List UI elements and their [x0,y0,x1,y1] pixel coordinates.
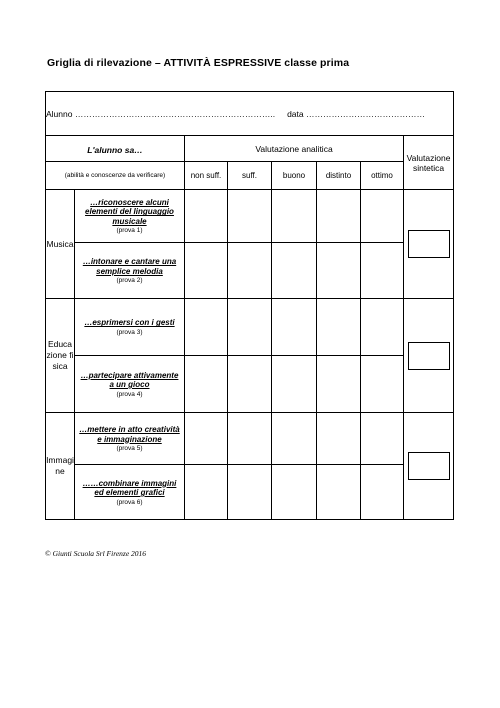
score-cell[interactable] [228,243,272,299]
level-suff: suff. [228,162,272,190]
score-cell[interactable] [317,356,361,413]
valutazione-sintetica-header: Valutazione sintetica [404,136,454,190]
subject-educazione-fisica: Educazione fisica [46,299,75,413]
level-non-suff: non suff. [185,162,228,190]
item-cell [75,465,185,520]
lalunno-header [46,136,185,162]
abilita-label: (abilità e conoscenze da verificare) [46,162,185,190]
score-cell[interactable] [272,243,317,299]
alunno-field[interactable]: Alunno …………………………………………………………….. [46,108,276,119]
score-cell[interactable] [272,413,317,465]
synthetic-cell [404,413,454,520]
header-row-2 [46,162,454,190]
score-cell[interactable] [185,465,228,520]
date-field[interactable]: data …………………………………… [287,108,425,119]
score-cell[interactable] [272,190,317,243]
item-prova: (prova 3) [116,328,143,336]
item-prova: (prova 4) [116,390,143,398]
table-row [46,465,454,520]
score-cell[interactable] [228,356,272,413]
score-cell[interactable] [185,356,228,413]
student-info-cell [46,92,454,136]
item-prova: (prova 5) [116,445,143,452]
item-cell [75,299,185,356]
score-cell[interactable] [317,243,361,299]
score-cell[interactable] [185,243,228,299]
score-cell[interactable] [317,465,361,520]
page-title: Griglia di rilevazione – ATTIVITÀ ESPRESSIVE classe prima [47,57,350,69]
score-cell[interactable] [317,190,361,243]
item-cell [75,356,185,413]
level-ottimo: ottimo [361,162,404,190]
score-cell[interactable] [317,299,361,356]
score-cell[interactable] [228,190,272,243]
item-text: ……combinare immagini ed elementi grafici [82,478,177,497]
score-cell[interactable] [228,413,272,465]
synthetic-score-box[interactable] [408,342,450,370]
item-text: …intonare e cantare una semplice melodia [82,257,177,276]
score-cell[interactable] [272,356,317,413]
score-cell[interactable] [361,465,404,520]
score-cell[interactable] [228,299,272,356]
item-prova: (prova 6) [116,498,143,506]
level-distinto: distinto [317,162,361,190]
copyright-footer: © Giunti Scuola Srl Firenze 2016 [45,549,147,558]
item-cell [75,243,185,299]
item-text: …riconoscere alcuni elementi del linguaggio musicale [85,197,174,226]
evaluation-grid [45,91,454,520]
item-prova: (prova 1) [116,227,143,235]
score-cell[interactable] [185,413,228,465]
valutazione-analitica-header: Valutazione analitica [185,136,404,162]
table-row [46,299,454,356]
score-cell[interactable] [272,299,317,356]
level-buono: buono [272,162,317,190]
item-prova: (prova 2) [116,277,143,284]
score-cell[interactable] [185,299,228,356]
synthetic-score-box[interactable] [408,452,450,480]
item-text: …mettere in atto creatività e immaginazione [79,425,180,444]
score-cell[interactable] [361,413,404,465]
score-cell[interactable] [361,243,404,299]
score-cell[interactable] [317,413,361,465]
header-row-1 [46,136,454,162]
item-cell [75,190,185,243]
table-row [46,243,454,299]
lalunno-label: L'alunno sa… [87,144,143,155]
synthetic-score-box[interactable] [408,230,450,258]
student-info-row [46,92,454,136]
score-cell[interactable] [361,356,404,413]
table-row [46,190,454,243]
item-text: …esprimersi con i gesti [84,318,175,328]
synthetic-cell [404,190,454,299]
score-cell[interactable] [228,465,272,520]
score-cell[interactable] [361,299,404,356]
score-cell[interactable] [272,465,317,520]
subject-immagine: Immagine [46,413,75,520]
score-cell[interactable] [361,190,404,243]
subject-musica: Musica [46,190,75,299]
item-cell [75,413,185,465]
table-row [46,356,454,413]
synthetic-cell [404,299,454,413]
item-text: …partecipare attivamente a un gioco [80,370,179,389]
table-row [46,413,454,465]
score-cell[interactable] [185,190,228,243]
